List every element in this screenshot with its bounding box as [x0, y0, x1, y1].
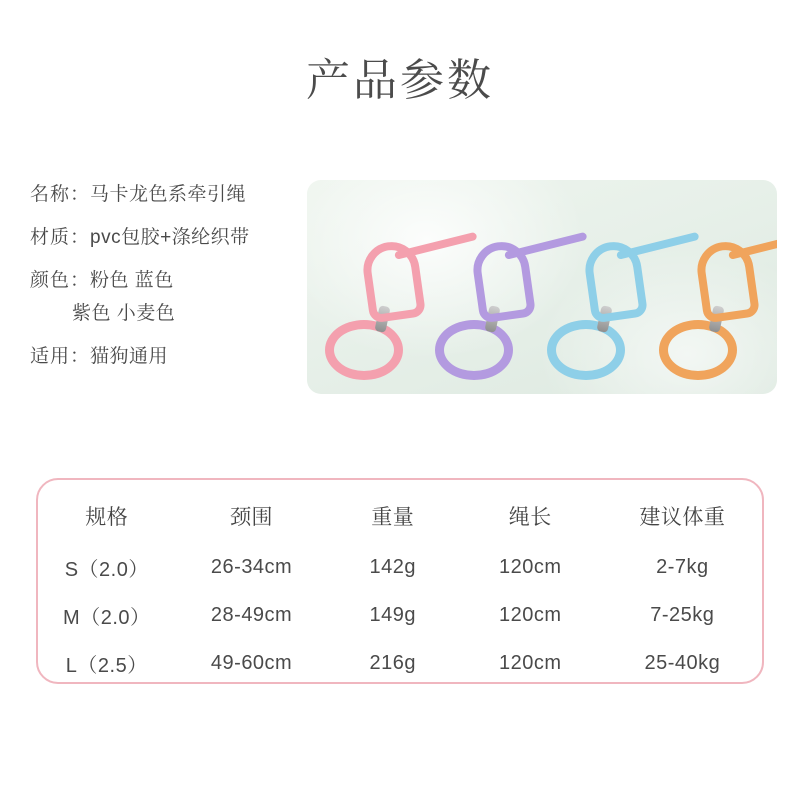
table-header-row [38, 480, 762, 543]
table-row [38, 591, 762, 639]
column-header-length: 绳长 [508, 506, 552, 529]
spec-label: 材质： [30, 227, 91, 248]
column-header-weight: 重量 [371, 506, 415, 529]
spec-item-usage [30, 344, 310, 370]
page-title: 产品参数 [306, 56, 494, 105]
collar-loop [659, 320, 737, 380]
spec-value: 马卡龙色系牵引绳 [90, 184, 247, 205]
cell-recommended-weight: 2-7kg [656, 555, 709, 578]
collar-loop [325, 320, 403, 380]
collar-loop [547, 320, 625, 380]
spec-label: 名称： [30, 184, 91, 205]
cell-neck: 49-60cm [210, 651, 293, 674]
spec-item-color [30, 268, 310, 294]
product-photo [307, 180, 777, 394]
cell-recommended-weight: 25-40kg [644, 651, 721, 674]
spec-value: 粉色 蓝色 [90, 270, 174, 291]
spec-value: 猫狗通用 [90, 346, 169, 367]
spec-item-name [30, 182, 310, 208]
cell-length: 120cm [499, 555, 562, 578]
spec-item-material [30, 225, 310, 251]
spec-value: 紫色 小麦色 [72, 303, 176, 324]
spec-label: 颜色： [30, 270, 91, 291]
cell-size: L（2.5） [65, 654, 148, 677]
spec-table-card [36, 478, 764, 684]
cell-recommended-weight: 7-25kg [650, 603, 715, 626]
cell-size: S（2.0） [64, 558, 149, 581]
cell-neck: 28-49cm [210, 603, 293, 626]
spec-value: pvc包胶+涤纶织带 [90, 227, 250, 248]
column-header-size: 规格 [85, 506, 129, 529]
column-header-neck: 颈围 [230, 506, 274, 529]
column-header-recommended-weight: 建议体重 [639, 506, 726, 529]
table-row [38, 639, 762, 687]
spec-item-color-continued [72, 301, 310, 327]
table-row [38, 543, 762, 591]
cell-weight: 216g [369, 651, 416, 674]
cell-length: 120cm [499, 603, 562, 626]
cell-neck: 26-34cm [210, 555, 293, 578]
cell-length: 120cm [499, 651, 562, 674]
spec-list [30, 182, 310, 387]
collar-loop [435, 320, 513, 380]
spec-table [38, 480, 762, 687]
spec-label: 适用： [30, 346, 91, 367]
cell-weight: 142g [369, 555, 416, 578]
cell-weight: 149g [369, 603, 416, 626]
cell-size: M（2.0） [63, 606, 151, 629]
